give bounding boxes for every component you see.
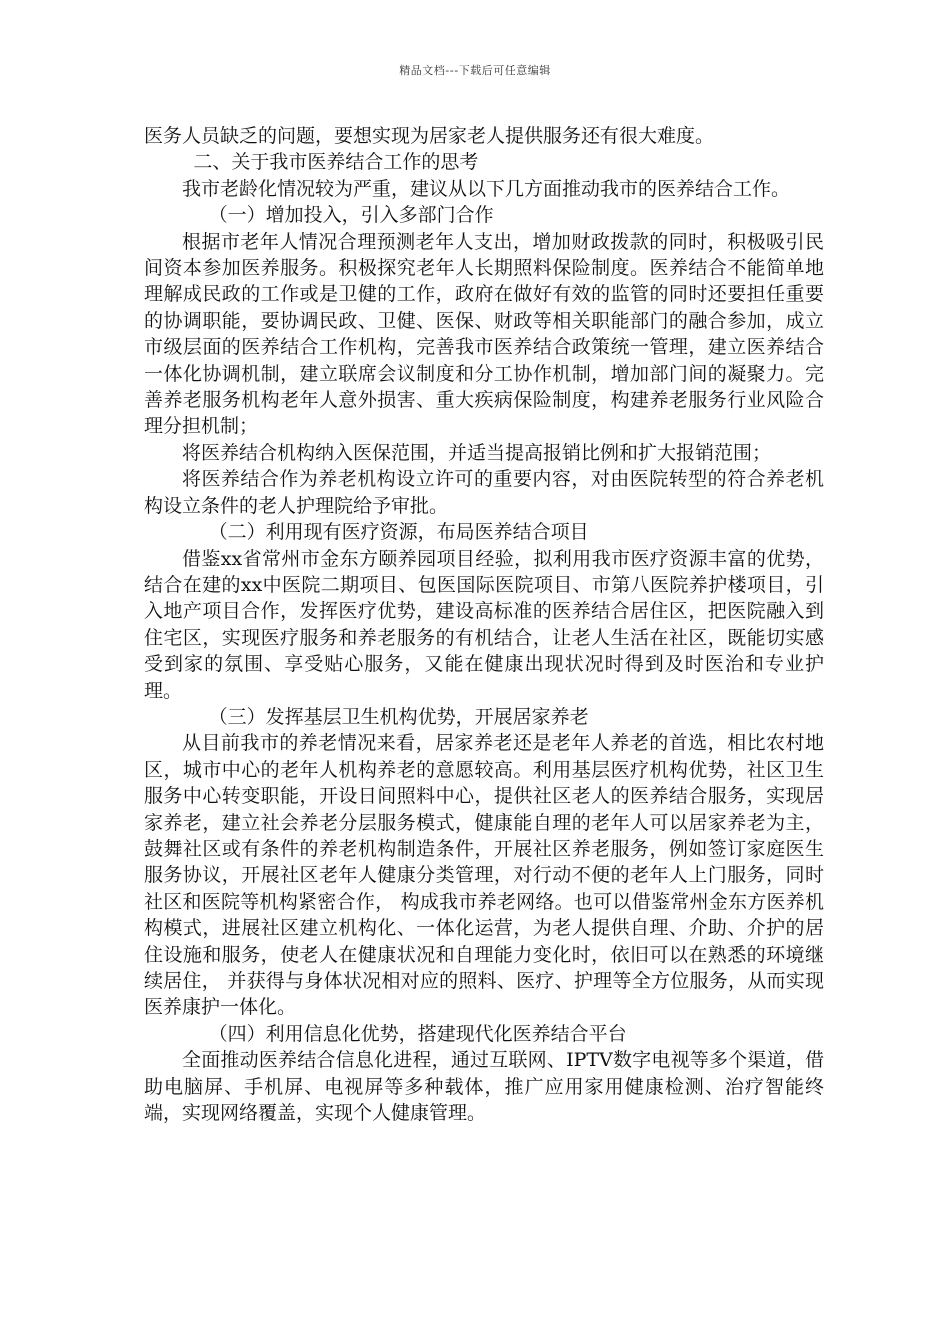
- body-paragraph: 借鉴xx省常州市金东方颐养园项目经验，拟利用我市医疗资源丰富的优势，结合在建的xx中医院二期项目、包医国际医院项目、市第八医院养护楼项目，引入地产项目合作，发挥医疗优势，建设高标准的医养结合居住区，把医院融入到住宅区，实现医疗服务和养老服务的有机结合，让老人生活在社区，既能切实感受到家的氛围、享受贴心服务，又能在健康出现状况时得到及时医治和专业护理。: [144, 547, 824, 702]
- body-paragraph: 从目前我市的养老情况来看，居家养老还是老年人养老的首选，相比农村地区，城市中心的老年人机构养老的意愿较高。利用基层医疗机构优势，社区卫生服务中心转变职能，开设日间照料中心，提供社区老人的医养结合服务，实现居家养老，建立社会养老分层服务模式，健康能自理的老年人可以居家养老为主，鼓舞社区或有条件的养老机构制造条件，开展社区养老服务，例如签订家庭医生服务协议，开展社区老年人健康分类管理，对行动不便的老年人上门服务，同时社区和医院等机构紧密合作， 构成我市养老网络。也可以借鉴常州金东方医养机构模式，进展社区建立机构化、一体化运营，为老人提供自理、介助、介护的居住设施和服务，使老人在健康状况和自理能力变化时，依旧可以在熟悉的环境继续居住， 并获得与身体状况相对应的照料、医疗、护理等全方位服务，从而实现医养康护一体化。: [144, 732, 824, 1019]
- body-paragraph: 将医养结合机构纳入医保范围，并适当提高报销比例和扩大报销范围；: [182, 441, 772, 464]
- subsection-heading: （三）发挥基层卫生机构优势，开展居家养老: [208, 705, 589, 728]
- subsection-heading: （二）利用现有医疗资源，布局医养结合项目: [208, 521, 589, 544]
- body-paragraph: 将医养结合作为养老机构设立许可的重要内容，对由医院转型的符合养老机构设立条件的老人护理院给予审批。: [144, 468, 824, 517]
- page-header: 精品文档---下载后可任意编辑: [399, 64, 551, 77]
- document-body: [144, 123, 824, 1126]
- body-paragraph: 根据市老年人情况合理预测老年人支出，增加财政拨款的同时，积极吸引民间资本参加医养服务。积极探究老年人长期照料保险制度。医养结合不能简单地理解成民政的工作或是卫健的工作，政府在做好有效的监管的同时还要担任重要的协调职能，要协调民政、卫健、医保、财政等相关职能部门的融合参加，成立市级层面的医养结合工作机构，完善我市医养结合政策统一管理，建立医养结合一体化协调机制，建立联席会议制度和分工协作机制，增加部门间的凝聚力。完善养老服务机构老年人意外损害、重大疾病保险制度，构建养老服务行业风险合理分担机制；: [144, 230, 824, 438]
- body-paragraph: 我市老龄化情况较为严重，建议从以下几方面推动我市的医养结合工作。: [182, 177, 791, 200]
- body-paragraph: 医务人员缺乏的问题，要想实现为居家老人提供服务还有很大难度。: [144, 125, 715, 147]
- body-paragraph: 全面推动医养结合信息化进程，通过互联网、IPTV数字电视等多个渠道，借助电脑屏、手机屏、电视屏等多种载体，推广应用家用健康检测、治疗智能终端，实现网络覆盖，实现个人健康管理。: [144, 1049, 824, 1125]
- subsection-heading: （一）增加投入，引入多部门合作: [208, 204, 494, 227]
- section-heading: 二、关于我市医养结合工作的思考: [193, 151, 479, 174]
- subsection-heading: （四）利用信息化优势，搭建现代化医养结合平台: [208, 1022, 627, 1045]
